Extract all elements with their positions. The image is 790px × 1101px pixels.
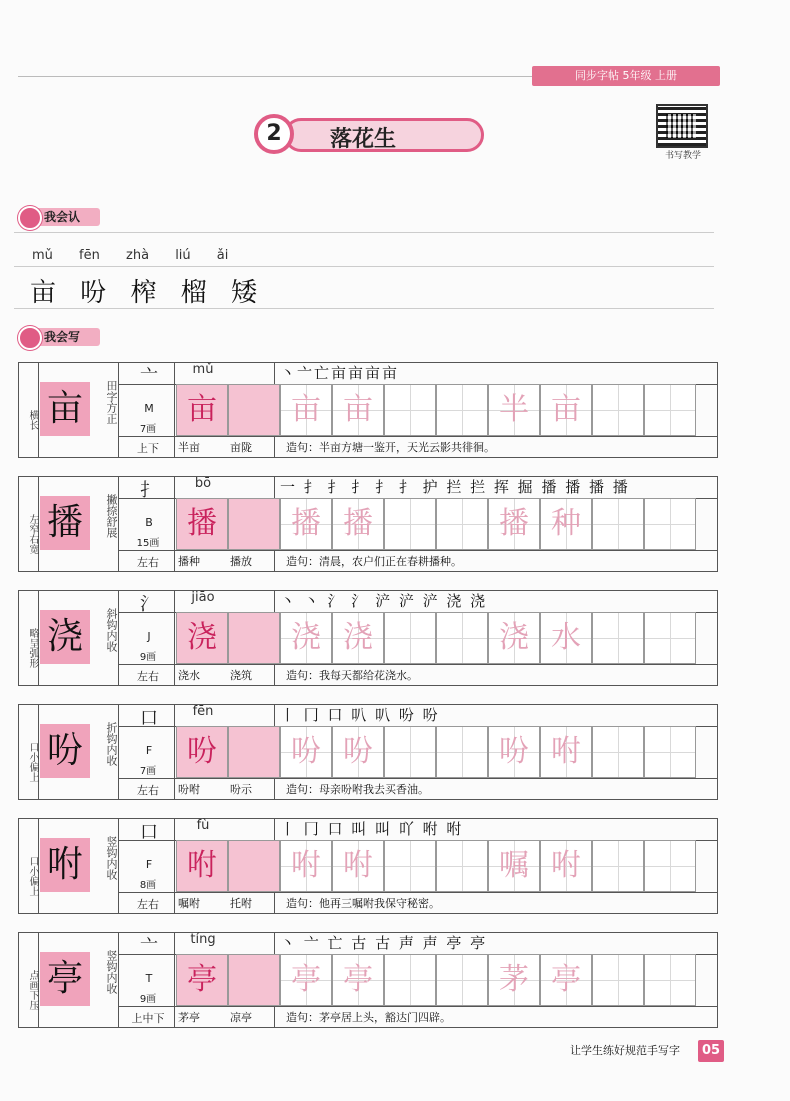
index-letter: T (145, 972, 153, 985)
stroke-count: 8画 (139, 880, 157, 891)
char-block (18, 704, 718, 800)
index-letter: F (145, 858, 153, 871)
trace-char: 亭 (187, 962, 217, 997)
stroke-tip: 折钩内收 (105, 722, 118, 766)
practice-cell[interactable] (540, 726, 592, 778)
trace-char: 咐 (343, 848, 373, 883)
trace-char: 亩 (291, 392, 321, 427)
practice-cell[interactable] (540, 384, 592, 436)
radical: 口 (140, 822, 158, 843)
stroke-count: 15画 (136, 538, 160, 549)
index-letter: J (147, 630, 151, 643)
model-character: 咐 (40, 838, 90, 892)
pinyin: jiāo (191, 590, 215, 605)
practice-char: 咐 (551, 848, 581, 883)
practice-cell[interactable] (592, 498, 644, 550)
practice-cell[interactable] (280, 498, 332, 550)
index-letter: B (145, 516, 153, 529)
stroke-tip: 斜钩内收 (105, 608, 118, 652)
practice-cell[interactable] (280, 840, 332, 892)
practice-char: 咐 (551, 734, 581, 769)
divider (14, 308, 714, 309)
practice-cell[interactable] (228, 384, 280, 436)
practice-char: 播 (499, 506, 529, 541)
practice-cell[interactable] (644, 726, 696, 778)
pinyin-item: zhà (126, 248, 150, 263)
recognize-tag-label: 我会认 (28, 208, 100, 226)
magnifier-icon (18, 206, 42, 230)
radical: 口 (140, 708, 158, 729)
trace-char: 播 (187, 506, 217, 541)
stroke-order: 丶 亠 亡 古 古 声 声 亭 亭 (280, 934, 488, 952)
example-sentence: 造句：母亲吩咐我去买香油。 (286, 783, 429, 796)
practice-cell[interactable] (384, 840, 436, 892)
char-block (18, 590, 718, 686)
practice-cell[interactable] (228, 726, 280, 778)
example-sentence: 造句：半亩方塘一鉴开，天光云影共徘徊。 (286, 441, 495, 454)
practice-char: 浇 (499, 620, 529, 655)
practice-cell[interactable] (280, 954, 332, 1006)
practice-cell[interactable] (436, 498, 488, 550)
stroke-order: 丶亠亡亩亩亩亩 (280, 364, 400, 382)
stroke-tip: 撇捺舒展 (105, 494, 118, 538)
writing-tip: 左窄右宽 (27, 514, 38, 554)
practice-cell[interactable] (332, 384, 384, 436)
structure: 左右 (137, 784, 159, 797)
stroke-count: 9画 (139, 994, 157, 1005)
word: 嘱咐 (178, 897, 200, 910)
rule (38, 704, 39, 800)
writing-tip: 点画下压 (27, 970, 38, 1010)
practice-cell[interactable] (176, 726, 228, 778)
practice-cell[interactable] (228, 840, 280, 892)
practice-cell[interactable] (384, 612, 436, 664)
word: 播放 (230, 555, 252, 568)
word: 亩陇 (230, 441, 252, 454)
practice-cell[interactable] (436, 954, 488, 1006)
practice-cell[interactable] (176, 954, 228, 1006)
structure: 左右 (137, 556, 159, 569)
stroke-order: 丨 冂 口 叫 叫 吖 咐 咐 (280, 820, 464, 838)
word: 吩示 (230, 783, 252, 796)
word: 茅亭 (178, 1011, 200, 1024)
structure: 上中下 (131, 1012, 165, 1025)
practice-cell[interactable] (332, 840, 384, 892)
series-banner: 同步字帖 5年级 上册 (532, 66, 720, 86)
practice-cell[interactable] (332, 954, 384, 1006)
radical: 亠 (140, 936, 158, 957)
pinyin: fù (196, 818, 210, 833)
pinyin: bō (194, 476, 212, 491)
practice-cell[interactable] (176, 384, 228, 436)
lesson-title: 落花生 (330, 127, 397, 152)
writing-tip: 口小偏上 (27, 742, 38, 782)
practice-cell[interactable] (176, 612, 228, 664)
practice-cell[interactable] (332, 498, 384, 550)
footer (570, 1040, 730, 1060)
index-letter: M (144, 402, 154, 415)
practice-cell[interactable] (280, 384, 332, 436)
example-sentence: 造句：茅亭居上头，豁达门四辟。 (286, 1011, 451, 1024)
word: 播种 (178, 555, 200, 568)
practice-char: 种 (551, 506, 581, 541)
page-number: 05 (698, 1040, 724, 1062)
write-tag-label: 我会写 (28, 328, 100, 346)
practice-cell[interactable] (488, 840, 540, 892)
trace-char: 浇 (187, 620, 217, 655)
stroke-count: 9画 (139, 652, 157, 663)
rule (38, 818, 39, 914)
lesson-number: 2 (254, 114, 294, 154)
qr-code-icon[interactable] (656, 104, 708, 148)
footer-slogan: 让学生练好规范手写字 (570, 1044, 680, 1057)
practice-cell[interactable] (592, 612, 644, 664)
stroke-count: 7画 (139, 424, 157, 435)
rule (38, 590, 39, 686)
trace-char: 播 (291, 506, 321, 541)
rule (38, 476, 39, 572)
practice-cell[interactable] (436, 840, 488, 892)
practice-char: 吩 (499, 734, 529, 769)
qr-pattern (666, 114, 696, 138)
practice-cell[interactable] (228, 954, 280, 1006)
trace-char: 亩 (187, 392, 217, 427)
practice-cell[interactable] (644, 954, 696, 1006)
trace-char: 播 (343, 506, 373, 541)
practice-cell[interactable] (540, 840, 592, 892)
practice-cell[interactable] (592, 384, 644, 436)
stroke-tip: 竖钩内收 (105, 836, 118, 880)
char-block (18, 818, 718, 914)
stroke-tip: 竖钩内收 (105, 950, 118, 994)
practice-cell[interactable] (384, 498, 436, 550)
practice-cell[interactable] (644, 840, 696, 892)
practice-cell[interactable] (644, 498, 696, 550)
recognize-pinyin (32, 248, 250, 263)
practice-cell[interactable] (540, 612, 592, 664)
practice-cell[interactable] (280, 612, 332, 664)
char-block (18, 362, 718, 458)
trace-char: 亩 (343, 392, 373, 427)
practice-cell[interactable] (488, 384, 540, 436)
radical: 扌 (140, 480, 158, 501)
word: 托咐 (230, 897, 252, 910)
rule (38, 932, 39, 1028)
structure: 左右 (137, 898, 159, 911)
rule (118, 704, 119, 800)
model-character: 吩 (40, 724, 90, 778)
practice-cell[interactable] (332, 726, 384, 778)
word: 吩咐 (178, 783, 200, 796)
pinyin-item: ǎi (216, 248, 229, 263)
pinyin-item: fēn (79, 248, 100, 263)
pinyin-item: liú (175, 248, 191, 263)
pinyin: mǔ (192, 362, 214, 377)
stroke-order: 丶 丶 氵 氵 浐 浐 浐 浇 浇 (280, 592, 488, 610)
example-sentence: 造句：他再三嘱咐我保守秘密。 (286, 897, 440, 910)
recognize-tag (14, 206, 94, 228)
practice-cell[interactable] (436, 384, 488, 436)
rule (118, 476, 119, 572)
trace-char: 吩 (343, 734, 373, 769)
char-block (18, 476, 718, 572)
divider (14, 232, 714, 233)
practice-cell[interactable] (384, 954, 436, 1006)
word: 浇筑 (230, 669, 252, 682)
qr-label: 书写教学 (664, 151, 701, 161)
index-letter: F (145, 744, 153, 757)
model-character: 浇 (40, 610, 90, 664)
trace-char: 吩 (187, 734, 217, 769)
practice-cell[interactable] (436, 612, 488, 664)
structure: 上下 (137, 442, 159, 455)
practice-cell[interactable] (384, 726, 436, 778)
practice-char: 亭 (551, 962, 581, 997)
practice-cell[interactable] (176, 498, 228, 550)
char-block (18, 932, 718, 1028)
stroke-count: 7画 (139, 766, 157, 777)
stroke-tip: 田字方正 (105, 380, 118, 424)
practice-cell[interactable] (592, 726, 644, 778)
example-sentence: 造句：清晨，农户们正在春耕播种。 (286, 555, 462, 568)
word: 半亩 (178, 441, 200, 454)
trace-char: 亭 (343, 962, 373, 997)
practice-cell[interactable] (540, 498, 592, 550)
pinyin: fēn (192, 704, 214, 719)
practice-cell[interactable] (488, 726, 540, 778)
trace-char: 咐 (187, 848, 217, 883)
practice-cell[interactable] (592, 954, 644, 1006)
write-tag (14, 326, 94, 348)
trace-char: 吩 (291, 734, 321, 769)
practice-char: 亩 (551, 392, 581, 427)
radical: 亠 (140, 366, 158, 387)
trace-char: 亭 (291, 962, 321, 997)
model-character: 播 (40, 496, 90, 550)
practice-cell[interactable] (384, 384, 436, 436)
pinyin-item: mǔ (32, 248, 53, 263)
practice-cell[interactable] (332, 612, 384, 664)
model-character: 亩 (40, 382, 90, 436)
practice-cell[interactable] (228, 498, 280, 550)
radical: 氵 (140, 594, 158, 615)
practice-cell[interactable] (644, 612, 696, 664)
rule (118, 932, 119, 1028)
example-sentence: 造句：我每天都给花浇水。 (286, 669, 418, 682)
rule (118, 362, 119, 458)
practice-char: 半 (499, 392, 529, 427)
practice-cell[interactable] (228, 612, 280, 664)
writing-tip: 略呈弧形 (27, 628, 38, 668)
top-rule (18, 76, 538, 77)
rule (118, 590, 119, 686)
practice-char: 水 (551, 620, 581, 655)
practice-cell[interactable] (280, 726, 332, 778)
rule (118, 818, 119, 914)
practice-cell[interactable] (488, 612, 540, 664)
practice-cell[interactable] (488, 498, 540, 550)
practice-cell[interactable] (488, 954, 540, 1006)
lesson-title-badge (250, 112, 490, 160)
pinyin: tíng (190, 932, 216, 947)
structure: 左右 (137, 670, 159, 683)
practice-cell[interactable] (644, 384, 696, 436)
model-character: 亭 (40, 952, 90, 1006)
practice-char: 嘱 (499, 848, 529, 883)
practice-char: 茅 (499, 962, 529, 997)
practice-cell[interactable] (436, 726, 488, 778)
word: 浇水 (178, 669, 200, 682)
recognize-characters: 亩 吩 榨 榴 矮 (30, 278, 266, 308)
practice-cell[interactable] (592, 840, 644, 892)
trace-char: 咐 (291, 848, 321, 883)
rule (38, 362, 39, 458)
trace-char: 浇 (291, 620, 321, 655)
stroke-order: 丨 冂 口 叭 叭 吩 吩 (280, 706, 440, 724)
writing-tip: 口小偏上 (27, 856, 38, 896)
word: 凉亭 (230, 1011, 252, 1024)
magnifier-icon (18, 326, 42, 350)
practice-cell[interactable] (176, 840, 228, 892)
stroke-order: 一 扌 扌 扌 扌 扌 护 拦 拦 挥 掘 播 播 播 播 (280, 478, 630, 496)
trace-char: 浇 (343, 620, 373, 655)
practice-cell[interactable] (540, 954, 592, 1006)
divider (14, 266, 714, 267)
writing-tip: 横长 (27, 410, 38, 430)
